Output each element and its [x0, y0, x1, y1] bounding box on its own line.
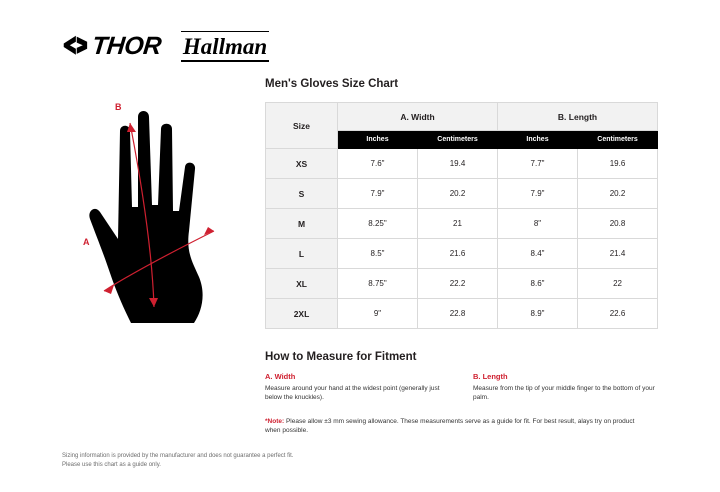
table-row	[266, 299, 658, 329]
cell-width-in: 7.9"	[338, 179, 418, 209]
column-header-width-centimeters: Centimeters	[418, 131, 498, 149]
column-group-width: A. Width	[338, 103, 498, 131]
cell-length-cm: 22.6	[578, 299, 658, 329]
cell-width-cm: 22.8	[418, 299, 498, 329]
cell-length-cm: 22	[578, 269, 658, 299]
brand-logos	[62, 32, 271, 61]
disclaimer-line-1: Sizing information is provided by the manufacturer and does not guarantee a perfect fit.	[62, 453, 294, 459]
measurement-note-label: *Note:	[265, 417, 285, 425]
cell-width-cm: 21	[418, 209, 498, 239]
how-to-measure-width-head: A. Width	[265, 372, 296, 381]
chart-column	[265, 78, 657, 436]
cell-width-cm: 19.4	[418, 149, 498, 179]
thor-wordmark: THOR	[90, 32, 163, 60]
cell-size: XL	[266, 269, 338, 299]
table-header-groups	[266, 103, 658, 131]
hand-outline-icon	[62, 95, 247, 330]
column-header-length-inches: Inches	[498, 131, 578, 149]
column-header-width-inches: Inches	[338, 131, 418, 149]
cell-width-in: 8.5"	[338, 239, 418, 269]
cell-width-cm: 20.2	[418, 179, 498, 209]
how-to-measure-width-body: Measure around your hand at the widest point (generally just below the knuckles).	[265, 385, 440, 402]
cell-length-in: 8.6"	[498, 269, 578, 299]
cell-width-in: 8.75"	[338, 269, 418, 299]
cell-length-in: 8.4"	[498, 239, 578, 269]
cell-width-in: 7.6"	[338, 149, 418, 179]
cell-length-in: 8.9"	[498, 299, 578, 329]
thor-logo	[62, 32, 161, 61]
cell-length-in: 7.7"	[498, 149, 578, 179]
how-to-measure-section	[265, 351, 657, 436]
hallman-wordmark: Hallman	[179, 34, 271, 60]
cell-width-cm: 22.2	[418, 269, 498, 299]
cell-length-in: 8"	[498, 209, 578, 239]
column-header-size: Size	[266, 103, 338, 149]
table-row	[266, 209, 658, 239]
cell-size: S	[266, 179, 338, 209]
thor-hammer-icon	[62, 34, 88, 60]
table-row	[266, 269, 658, 299]
table-row	[266, 179, 658, 209]
measurement-note-text: Please allow ±3 mm sewing allowance. These measurements serve as a guide for fit. For best result, alays try on product when possible.	[265, 417, 635, 435]
hand-measurement-diagram	[62, 95, 247, 330]
diagram-label-b: B	[115, 102, 122, 112]
table-row	[266, 149, 658, 179]
cell-size: 2XL	[266, 299, 338, 329]
cell-length-cm: 19.6	[578, 149, 658, 179]
column-group-length: B. Length	[498, 103, 658, 131]
table-row	[266, 239, 658, 269]
how-to-measure-length	[473, 372, 657, 403]
cell-length-cm: 20.8	[578, 209, 658, 239]
how-to-measure-title: How to Measure for Fitment	[265, 351, 417, 363]
size-chart-table	[265, 102, 658, 329]
cell-length-cm: 20.2	[578, 179, 658, 209]
measurement-note	[265, 417, 645, 436]
how-to-measure-length-body: Measure from the tip of your middle finger to the bottom of your palm.	[473, 385, 655, 402]
cell-size: M	[266, 209, 338, 239]
page-title: Men's Gloves Size Chart	[265, 78, 399, 90]
disclaimer-footer	[62, 452, 362, 470]
cell-length-cm: 21.4	[578, 239, 658, 269]
how-to-measure-length-head: B. Length	[473, 372, 508, 381]
cell-size: L	[266, 239, 338, 269]
cell-width-in: 8.25"	[338, 209, 418, 239]
diagram-label-a: A	[83, 237, 90, 247]
cell-width-in: 9"	[338, 299, 418, 329]
cell-size: XS	[266, 149, 338, 179]
cell-length-in: 7.9"	[498, 179, 578, 209]
column-header-length-centimeters: Centimeters	[578, 131, 658, 149]
cell-width-cm: 21.6	[418, 239, 498, 269]
how-to-measure-width	[265, 372, 449, 403]
disclaimer-line-2: Please use this chart as a guide only.	[62, 462, 161, 468]
